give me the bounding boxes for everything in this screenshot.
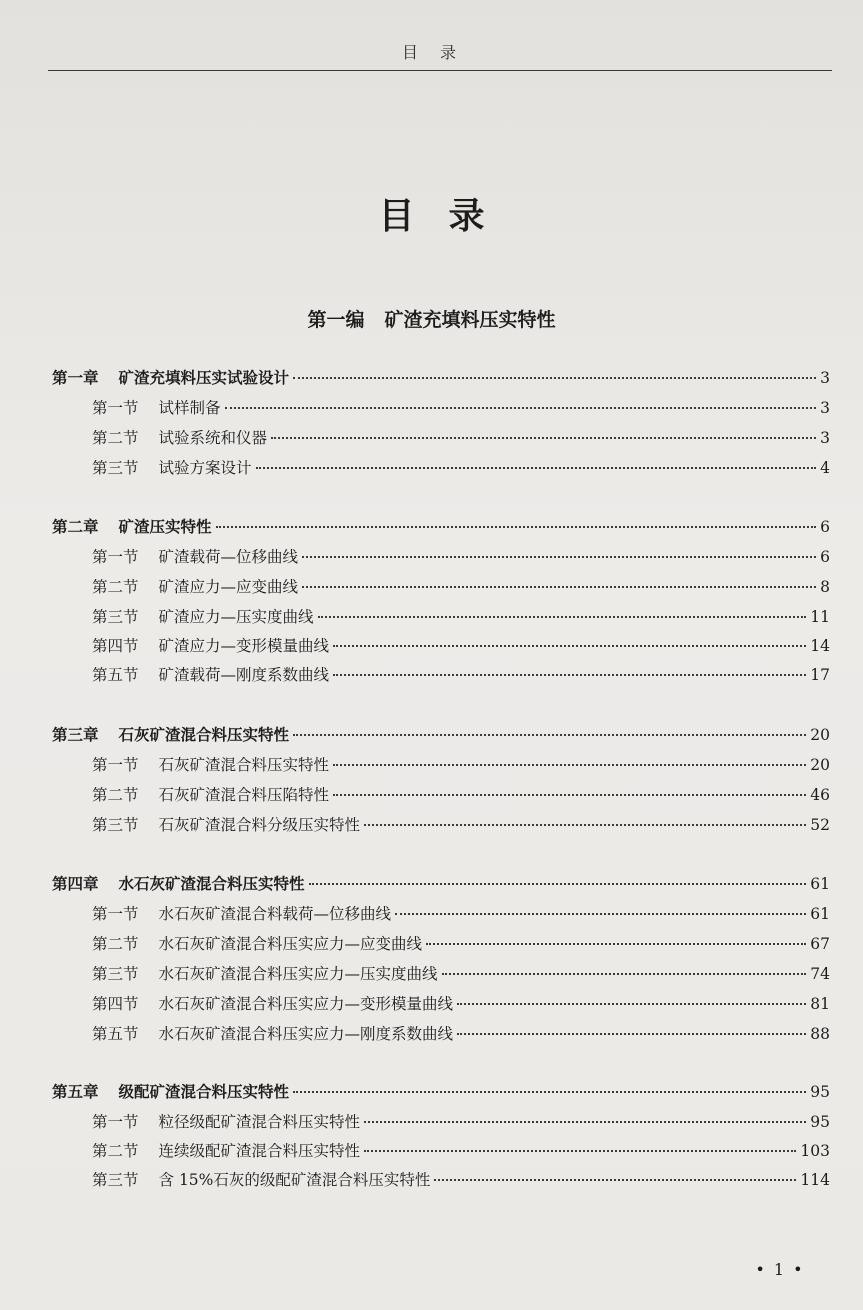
toc-section-row[interactable] <box>92 426 830 450</box>
page-title: 目录 <box>378 195 519 237</box>
toc-section-row[interactable] <box>92 545 830 569</box>
section-title: 连续级配矿渣混合料压实特性 <box>158 1142 361 1160</box>
chapter-number: 第一章 <box>52 368 99 387</box>
part-number: 第一编 <box>307 309 365 331</box>
dot-leader <box>457 1003 806 1005</box>
toc-section-row[interactable] <box>92 1022 830 1046</box>
toc-section-row[interactable] <box>92 396 830 420</box>
section-title: 试验系统和仪器 <box>158 429 268 447</box>
dot-leader <box>364 1150 796 1152</box>
dot-leader <box>364 1121 806 1123</box>
section-page: 67 <box>810 935 830 953</box>
chapter-number: 第四章 <box>52 874 99 893</box>
toc-section-row[interactable] <box>92 1168 830 1192</box>
chapter-page: 3 <box>820 369 830 387</box>
toc-section-row[interactable] <box>92 902 830 926</box>
page-number: • 1 • <box>755 1260 805 1279</box>
toc-section-row[interactable] <box>92 663 830 687</box>
dot-leader <box>333 794 806 796</box>
section-number: 第五节 <box>92 1025 139 1043</box>
chapter-title: 石灰矿渣混合料压实特性 <box>118 725 290 744</box>
section-title: 水石灰矿渣混合料压实应力—变形模量曲线 <box>158 995 454 1013</box>
section-title: 试验方案设计 <box>158 459 252 477</box>
dot-leader <box>333 764 806 766</box>
section-number: 第三节 <box>92 608 139 626</box>
section-number: 第一节 <box>92 1113 139 1131</box>
header-rule <box>48 70 832 71</box>
dot-leader <box>309 883 807 885</box>
section-number: 第二节 <box>92 786 139 804</box>
dot-leader <box>302 586 816 588</box>
toc-chapter-row[interactable] <box>52 872 830 896</box>
part-title <box>0 305 863 332</box>
section-page: 74 <box>810 965 830 983</box>
section-title: 含 15%石灰的级配矿渣混合料压实特性 <box>158 1171 431 1189</box>
section-number: 第四节 <box>92 995 139 1013</box>
toc-section-row[interactable] <box>92 1139 830 1163</box>
dot-leader <box>293 377 816 379</box>
dot-leader <box>271 437 816 439</box>
dot-leader <box>364 824 806 826</box>
dot-leader <box>434 1179 796 1181</box>
section-page: 81 <box>810 995 830 1013</box>
section-page: 4 <box>820 459 830 477</box>
toc-section-row[interactable] <box>92 605 830 629</box>
chapter-page: 61 <box>810 875 830 893</box>
section-number: 第一节 <box>92 548 139 566</box>
dot-leader <box>293 1091 806 1093</box>
section-page: 3 <box>820 399 830 417</box>
section-title: 水石灰矿渣混合料压实应力—应变曲线 <box>158 935 423 953</box>
toc-section-row[interactable] <box>92 634 830 658</box>
section-title: 矿渣应力—变形模量曲线 <box>158 637 330 655</box>
dot-leader <box>395 913 806 915</box>
section-page: 8 <box>820 578 830 596</box>
section-number: 第一节 <box>92 905 139 923</box>
chapter-number: 第三章 <box>52 725 99 744</box>
section-page: 6 <box>820 548 830 566</box>
section-title: 矿渣载荷—位移曲线 <box>158 548 299 566</box>
section-number: 第二节 <box>92 429 139 447</box>
section-title: 石灰矿渣混合料分级压实特性 <box>158 816 361 834</box>
running-header: 目录 <box>401 43 478 62</box>
section-page: 20 <box>810 756 830 774</box>
section-page: 11 <box>810 608 830 626</box>
section-number: 第二节 <box>92 578 139 596</box>
section-title: 水石灰矿渣混合料压实应力—压实度曲线 <box>158 965 438 983</box>
section-number: 第三节 <box>92 816 139 834</box>
dot-leader <box>333 645 806 647</box>
section-title: 矿渣载荷—刚度系数曲线 <box>158 666 330 684</box>
toc-chapter-row[interactable] <box>52 723 830 747</box>
section-number: 第一节 <box>92 756 139 774</box>
toc-chapter-row[interactable] <box>52 366 830 390</box>
toc-section-row[interactable] <box>92 992 830 1016</box>
chapter-number: 第五章 <box>52 1082 99 1101</box>
dot-leader <box>442 973 807 975</box>
section-title: 石灰矿渣混合料压实特性 <box>158 756 330 774</box>
section-title: 水石灰矿渣混合料载荷—位移曲线 <box>158 905 392 923</box>
toc-section-row[interactable] <box>92 1110 830 1134</box>
toc-chapter-row[interactable] <box>52 515 830 539</box>
section-page: 95 <box>810 1113 830 1131</box>
section-page: 114 <box>800 1171 830 1189</box>
dot-leader <box>318 616 807 618</box>
chapter-page: 20 <box>810 726 830 744</box>
section-number: 第二节 <box>92 935 139 953</box>
chapter-number: 第二章 <box>52 517 99 536</box>
chapter-page: 95 <box>810 1083 830 1101</box>
dot-leader <box>216 526 816 528</box>
section-title: 矿渣应力—应变曲线 <box>158 578 299 596</box>
chapter-title: 水石灰矿渣混合料压实特性 <box>118 874 305 893</box>
chapter-title: 矿渣压实特性 <box>118 517 212 536</box>
chapter-title: 级配矿渣混合料压实特性 <box>118 1082 290 1101</box>
section-page: 14 <box>810 637 830 655</box>
section-page: 88 <box>810 1025 830 1043</box>
section-number: 第二节 <box>92 1142 139 1160</box>
section-page: 103 <box>800 1142 830 1160</box>
section-page: 17 <box>810 666 830 684</box>
section-page: 61 <box>810 905 830 923</box>
toc-section-row[interactable] <box>92 753 830 777</box>
section-number: 第三节 <box>92 1171 139 1189</box>
section-number: 第四节 <box>92 637 139 655</box>
section-title: 粒径级配矿渣混合料压实特性 <box>158 1113 361 1131</box>
section-number: 第一节 <box>92 399 139 417</box>
toc-chapter-row[interactable] <box>52 1080 830 1104</box>
chapter-page: 6 <box>820 518 830 536</box>
section-title: 试样制备 <box>158 399 221 417</box>
toc-section-row[interactable] <box>92 813 830 837</box>
dot-leader <box>426 943 806 945</box>
toc-section-row[interactable] <box>92 932 830 956</box>
dot-leader <box>333 674 806 676</box>
section-number: 第三节 <box>92 965 139 983</box>
dot-leader <box>293 734 806 736</box>
toc-section-row[interactable] <box>92 456 830 480</box>
section-title: 矿渣应力—压实度曲线 <box>158 608 314 626</box>
section-title: 石灰矿渣混合料压陷特性 <box>158 786 330 804</box>
dot-leader <box>457 1033 806 1035</box>
dot-leader <box>225 407 816 409</box>
section-number: 第五节 <box>92 666 139 684</box>
toc-section-row[interactable] <box>92 783 830 807</box>
section-number: 第三节 <box>92 459 139 477</box>
dot-leader <box>302 556 816 558</box>
chapter-title: 矿渣充填料压实试验设计 <box>118 368 290 387</box>
section-page: 52 <box>810 816 830 834</box>
toc-section-row[interactable] <box>92 575 830 599</box>
toc-section-row[interactable] <box>92 962 830 986</box>
section-page: 46 <box>810 786 830 804</box>
section-title: 水石灰矿渣混合料压实应力—刚度系数曲线 <box>158 1025 454 1043</box>
section-page: 3 <box>820 429 830 447</box>
part-name: 矿渣充填料压实特性 <box>384 309 556 331</box>
dot-leader <box>256 467 816 469</box>
